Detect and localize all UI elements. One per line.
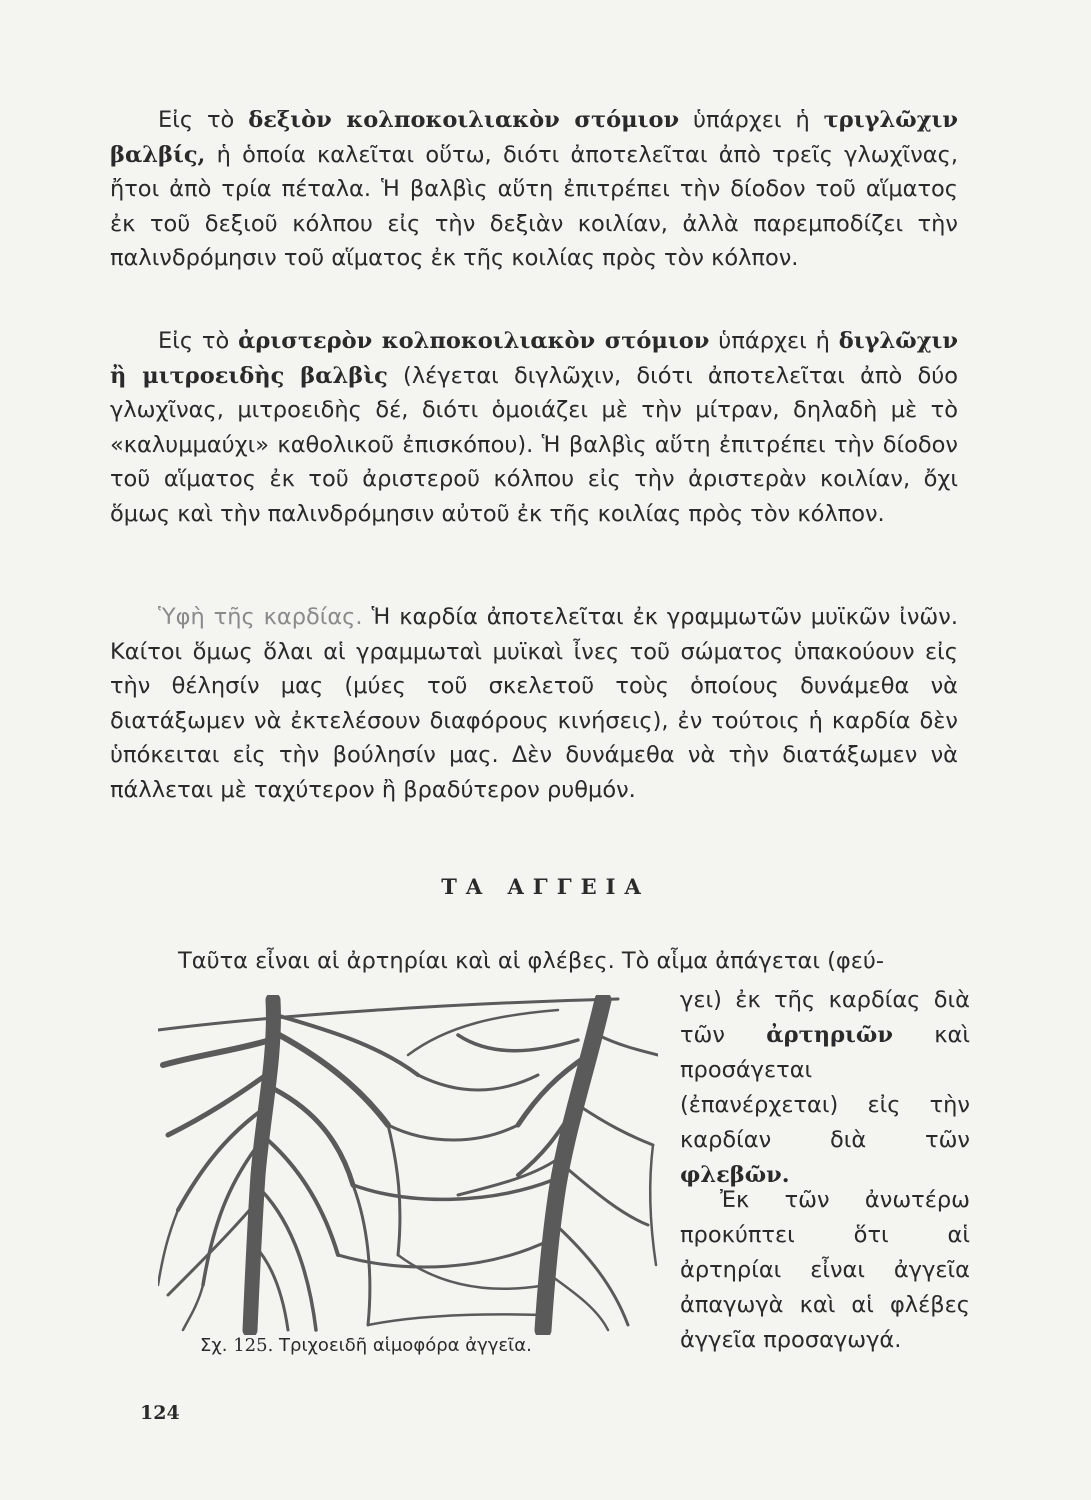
term-veins: φλεβῶν. [680, 1162, 790, 1188]
right-main-vessel [543, 1000, 603, 1330]
paragraph-mitral-valve: Εἰς τὸ ἀριστερὸν κολποκοιλιακὸν στόμιον ὑπάρχει ἡ διγλῶχιν ἢ μιτροειδὴς βαλβὶς (λέγεται διγλῶχιν, διότι ἀποτελεῖται ἀπὸ δύο γλωχῖνας, μιτροειδὴς δέ, διότι ὁμοιάζει μὲ τὴν μίτραν, δηλαδὴ μὲ τὸ «καλυμμαύχι» καθολικοῦ ἐπισκόπου). Ἡ βαλβὶς αὕτη ἐπιτρέπει τὴν δίοδον τοῦ αἵματος ἐκ τοῦ ἀριστεροῦ κόλπου εἰς τὴν ἀριστερὰν κοιλίαν, ὄχι ὅμως καὶ τὴν παλινδρόμησιν αὐτοῦ ἐκ τῆς κοιλίας πρὸς τὸν κόλπον. [110, 328, 959, 527]
term-left-av-orifice: ἀριστερὸν κολποκοιλιακὸν στόμιον [238, 328, 710, 354]
capillary-network-illustration [158, 995, 658, 1335]
figure-caption: Σχ. 125. Τριχοειδῆ αἱμοφόρα ἀγγεῖα. [200, 1335, 532, 1356]
term-arteries: ἀρτηριῶν [766, 1022, 893, 1048]
vessel-network [158, 999, 658, 1330]
term-mitral-valve: διγλῶχιν ἢ μιτροειδὴς βαλβὶς [110, 328, 959, 389]
side-text-vessels: γει) ἐκ τῆς καρδίας διὰ τῶν ἀρτηριῶν καὶ προσάγεται (ἐπανέρχεται) εἰς τὴν καρδίαν διὰ τῶν φλεβῶν. [680, 987, 971, 1188]
page-number: 124 [140, 1402, 180, 1424]
paragraph-heart-structure: Ὑφὴ τῆς καρδίας. Ἡ καρδία ἀποτελεῖται ἐκ γραμμωτῶν μυϊκῶν ἰνῶν. Καίτοι ὅμως ὅλαι αἱ γραμμωταὶ μυϊκαὶ ἶνες τοῦ σώματος ὑπακούουν εἰς τὴν θέλησίν μας (μύες τοῦ σκελετοῦ τοὺς ὁποίους δυνάμεθα νὰ διατάξωμεν νὰ ἐκτελέσουν διαφόρους κινήσεις), ἐν τούτοις ἡ καρδία δὲν ὑπόκειται εἰς τὴν βούλησίν μας. Δὲν δυνάμεθα νὰ τὴν διατάξωμεν νὰ πάλλεται μὲ ταχύτερον ἢ βραδύτερον ρυθμόν. [110, 604, 958, 803]
top-vessel [158, 999, 618, 1030]
section-title: ΤΑ ΑΓΓΕΙΑ [441, 874, 650, 899]
term-tricuspid-valve: τριγλῶχιν βαλβίς, [110, 107, 958, 168]
term-right-av-orifice: δεξιὸν κολποκοιλιακὸν στόμιον [248, 107, 680, 133]
side-text-conclusion: Ἐκ τῶν ἀνωτέρω προκύπτει ὅτι αἱ ἀρτηρίαι εἶναι ἀγγεῖα ἀπαγωγὰ καὶ αἱ φλέβες ἀγγεῖα προσαγωγά. [680, 1187, 970, 1353]
capillary-vessels-figure [158, 995, 658, 1335]
intro-line: Ταῦτα εἶναι αἱ ἀρτηρίαι καὶ αἱ φλέβες. Τὸ αἷμα ἀπάγεται (φεύ- [178, 948, 885, 974]
inline-heading-heart-tissue: Ὑφὴ τῆς καρδίας. [158, 604, 363, 630]
left-main-vessel [250, 1000, 273, 1330]
paragraph-tricuspid-valve: Εἰς τὸ δεξιὸν κολποκοιλιακὸν στόμιον ὑπάρχει ἡ τριγλῶχιν βαλβίς, ἡ ὁποία καλεῖται οὕτω, διότι ἀποτελεῖται ἀπὸ τρεῖς γλωχῖνας, ἤτοι ἀπὸ τρία πέταλα. Ἡ βαλβὶς αὕτη ἐπιτρέπει τὴν δίοδον τοῦ αἵματος ἐκ τοῦ δεξιοῦ κόλπου εἰς τὴν δεξιὰν κοιλίαν, ἀλλὰ παρεμποδίζει τὴν παλινδρόμησιν τοῦ αἵματος ἐκ τῆς κοιλίας πρὸς τὸν κόλπον. [110, 107, 958, 271]
